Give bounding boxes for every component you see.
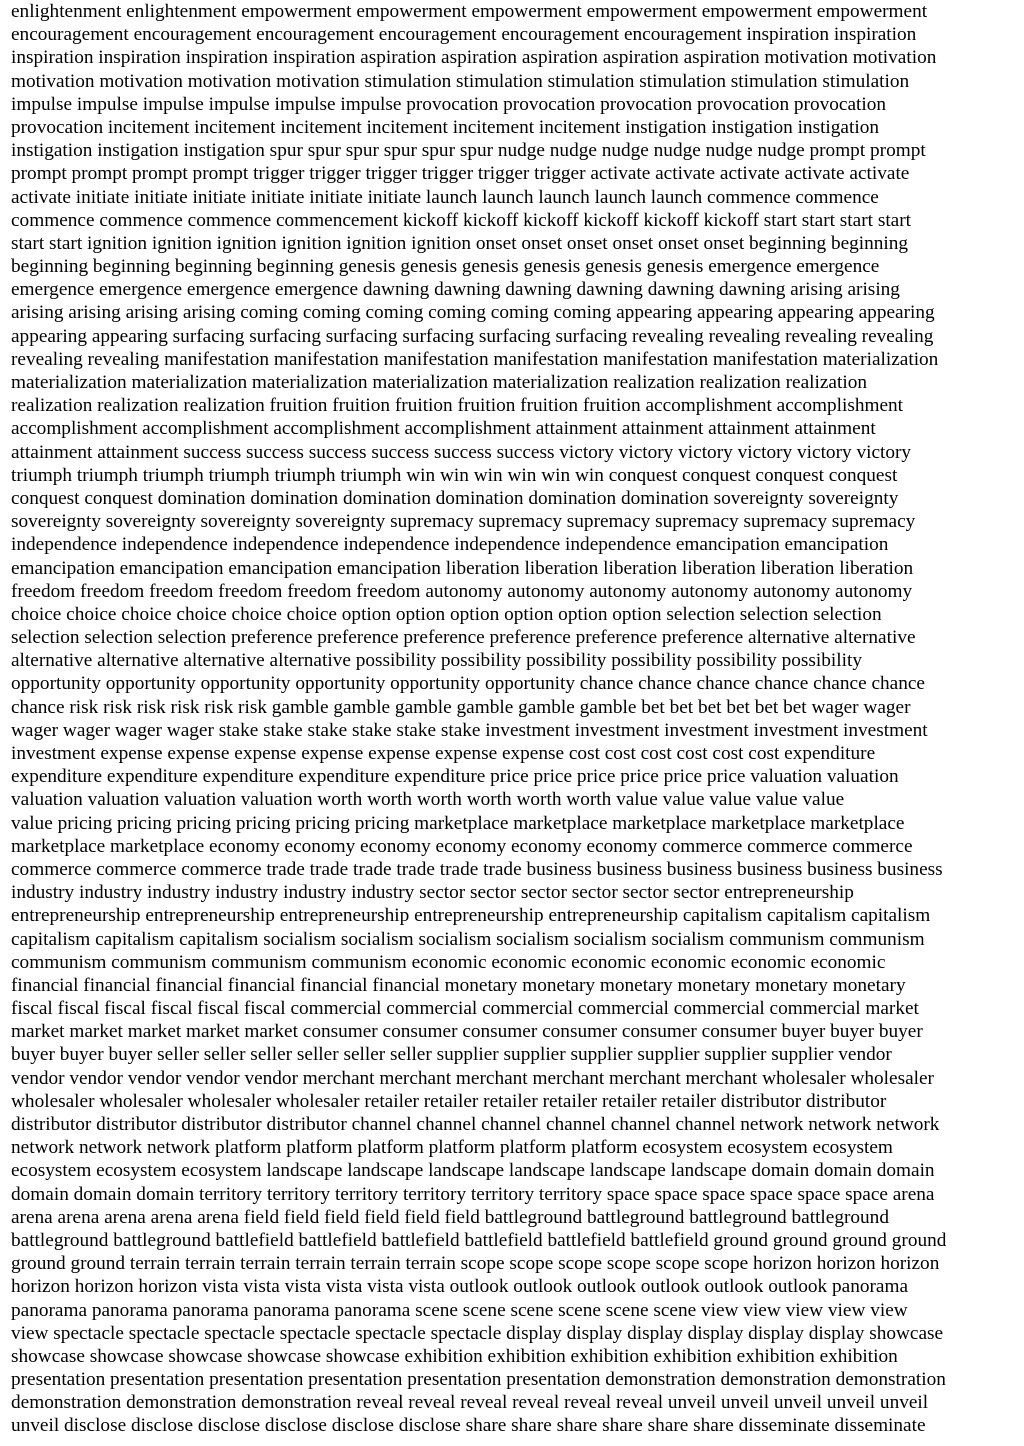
text-line: prompt prompt prompt prompt trigger trigger trigger trigger trigger trigger activate activate activate activate activate [11,163,910,185]
text-line: expenditure expenditure expenditure expenditure expenditure price price price price price price valuation valuation [11,766,899,788]
text-line: buyer buyer buyer seller seller seller seller seller seller supplier supplier supplier supplier supplier supplier vendor [11,1044,892,1066]
text-line: valuation valuation valuation valuation worth worth worth worth worth worth value value value value value [11,789,845,811]
text-line: enlightenment enlightenment empowerment empowerment empowerment empowerment empowerment empowerment [11,1,928,22]
text-line: presentation presentation presentation presentation presentation presentation demonstration demonstration demonstration [11,1369,946,1391]
text-line: market market market market market consumer consumer consumer consumer consumer consumer buyer buyer buyer [11,1021,923,1043]
text-line: emergence emergence emergence emergence dawning dawning dawning dawning dawning dawning arising arising [11,279,900,301]
text-line: instigation instigation instigation spur spur spur spur spur spur nudge nudge nudge nudge nudge nudge prompt prompt [11,140,926,162]
text-line: materialization materialization materialization materialization materialization realization realization realization [11,372,867,393]
text-line: commence commence commence commencement kickoff kickoff kickoff kickoff kickoff kickoff start start start start [11,209,912,231]
text-line: distributor distributor distributor distributor channel channel channel channel channel channel network network network [11,1114,940,1135]
text-line: conquest conquest domination domination domination domination domination domination sovereignty sovereignty [11,487,899,509]
text-line: value pricing pricing pricing pricing pricing pricing marketplace marketplace marketplace marketplace marketplace [11,812,905,834]
text-line: freedom freedom freedom freedom freedom freedom autonomy autonomy autonomy autonomy autonomy autonomy [11,580,913,602]
text-line: accomplishment accomplishment accomplishment accomplishment attainment attainment attainment attainment [11,418,876,440]
text-line: industry industry industry industry industry industry sector sector sector sector sector sector entrepreneurship [11,882,854,904]
text-line: vendor vendor vendor vendor vendor merchant merchant merchant merchant merchant merchant wholesaler wholesaler [11,1067,934,1089]
text-line: view spectacle spectacle spectacle spectacle spectacle spectacle display display display display display display showcase [11,1322,944,1344]
text-line: wholesaler wholesaler wholesaler wholesaler retailer retailer retailer retailer retailer retailer distributor distributor [11,1090,887,1112]
text-line: demonstration demonstration demonstration reveal reveal reveal reveal reveal reveal unveil unveil unveil unveil unveil [11,1392,929,1414]
text-line: showcase showcase showcase showcase showcase exhibition exhibition exhibition exhibition exhibition exhibition [11,1345,898,1367]
text-line: arena arena arena arena arena field field field field field field battleground battleground battleground battleground [11,1206,889,1228]
text-line: ground ground terrain terrain terrain terrain terrain terrain scope scope scope scope scope scope horizon horizon horizon [11,1253,940,1275]
text-line: commerce commerce commerce trade trade trade trade trade trade business business business business business business [11,858,943,880]
text-line: battleground battleground battlefield battlefield battlefield battlefield battlefield battlefield ground ground ground ground [11,1229,947,1251]
text-line: ecosystem ecosystem ecosystem landscape landscape landscape landscape landscape landscape domain domain domain [11,1160,935,1182]
text-line: triumph triumph triumph triumph triumph triumph win win win win win win conquest conquest conquest conquest [11,464,898,486]
text-line: attainment attainment success success success success success success victory victory victory victory victory victory [11,441,912,463]
text-line: panorama panorama panorama panorama panorama scene scene scene scene scene scene view view view view view [11,1299,908,1321]
text-line: domain domain domain territory territory territory territory territory territory space space space space space space arena [11,1183,935,1205]
text-line: inspiration inspiration inspiration inspiration aspiration aspiration aspiration aspiration aspiration motivation motivation [11,47,937,69]
text-line: emancipation emancipation emancipation emancipation liberation liberation liberation liberation liberation liberation [11,557,914,579]
text-line: selection selection selection preference preference preference preference preference preference alternative alternative [11,627,916,649]
text-line: start start ignition ignition ignition ignition ignition ignition onset onset onset onset onset onset beginning beginning [11,232,909,254]
text-line: unveil disclose disclose disclose disclose disclose disclose share share share share share share disseminate disseminate [11,1415,926,1437]
text-line: financial financial financial financial financial financial monetary monetary monetary monetary monetary monetary [11,974,906,996]
text-line: alternative alternative alternative alternative possibility possibility possibility possibility possibility possibility [11,650,862,672]
text-line: fiscal fiscal fiscal fiscal fiscal fiscal commercial commercial commercial commercial commercial commercial market [11,998,919,1020]
text-line: entrepreneurship entrepreneurship entrepreneurship entrepreneurship entrepreneurship capitalism capitalism capitalism [11,905,931,927]
text-line: independence independence independence independence independence independence emancipation emancipation [11,534,889,556]
text-line: appearing appearing surfacing surfacing surfacing surfacing surfacing surfacing revealing revealing revealing revealing [11,325,934,347]
text-line: activate initiate initiate initiate initiate initiate initiate launch launch launch launch launch commence commence [11,186,879,208]
text-line: encouragement encouragement encouragement encouragement encouragement encouragement inspiration inspiration [11,24,917,46]
text-line: sovereignty sovereignty sovereignty sovereignty supremacy supremacy supremacy supremacy supremacy supremacy [11,511,916,533]
text-line: horizon horizon horizon vista vista vista vista vista vista outlook outlook outlook outlook outlook outlook panorama [11,1276,909,1298]
text-line: chance risk risk risk risk risk risk gamble gamble gamble gamble gamble gamble bet bet bet bet bet bet wager wager [11,696,911,718]
text-line: arising arising arising arising coming coming coming coming coming coming appearing appearing appearing appearing [11,302,935,324]
text-line: realization realization realization fruition fruition fruition fruition fruition fruition accomplishment accomplishment [11,395,904,417]
text-line: choice choice choice choice choice choice option option option option option option selection selection selection [11,603,882,625]
text-line: motivation motivation motivation motivation stimulation stimulation stimulation stimulation stimulation stimulation [11,70,910,92]
text-line: beginning beginning beginning beginning genesis genesis genesis genesis genesis genesis emergence emergence [11,256,880,278]
text-line: provocation incitement incitement incitement incitement incitement incitement instigation instigation instigation [11,116,879,138]
text-line: revealing revealing manifestation manifestation manifestation manifestation manifestation manifestation materialization [11,348,939,370]
text-line: capitalism capitalism capitalism socialism socialism socialism socialism socialism socialism communism communism [11,928,925,950]
text-line: communism communism communism communism economic economic economic economic economic economic [11,951,886,973]
text-line: impulse impulse impulse impulse impulse impulse provocation provocation provocation provocation provocation [11,93,886,115]
text-line: wager wager wager wager stake stake stake stake stake stake investment investment investment investment investment [11,719,928,741]
text-line: opportunity opportunity opportunity opportunity opportunity opportunity chance chance chance chance chance chance [11,673,925,695]
text-line: marketplace marketplace economy economy economy economy economy economy commerce commerce commerce [11,835,913,857]
text-line: network network network platform platform platform platform platform platform ecosystem ecosystem ecosystem [11,1137,893,1159]
text-line: investment expense expense expense expense expense expense expense cost cost cost cost cost cost expenditure [11,743,876,764]
